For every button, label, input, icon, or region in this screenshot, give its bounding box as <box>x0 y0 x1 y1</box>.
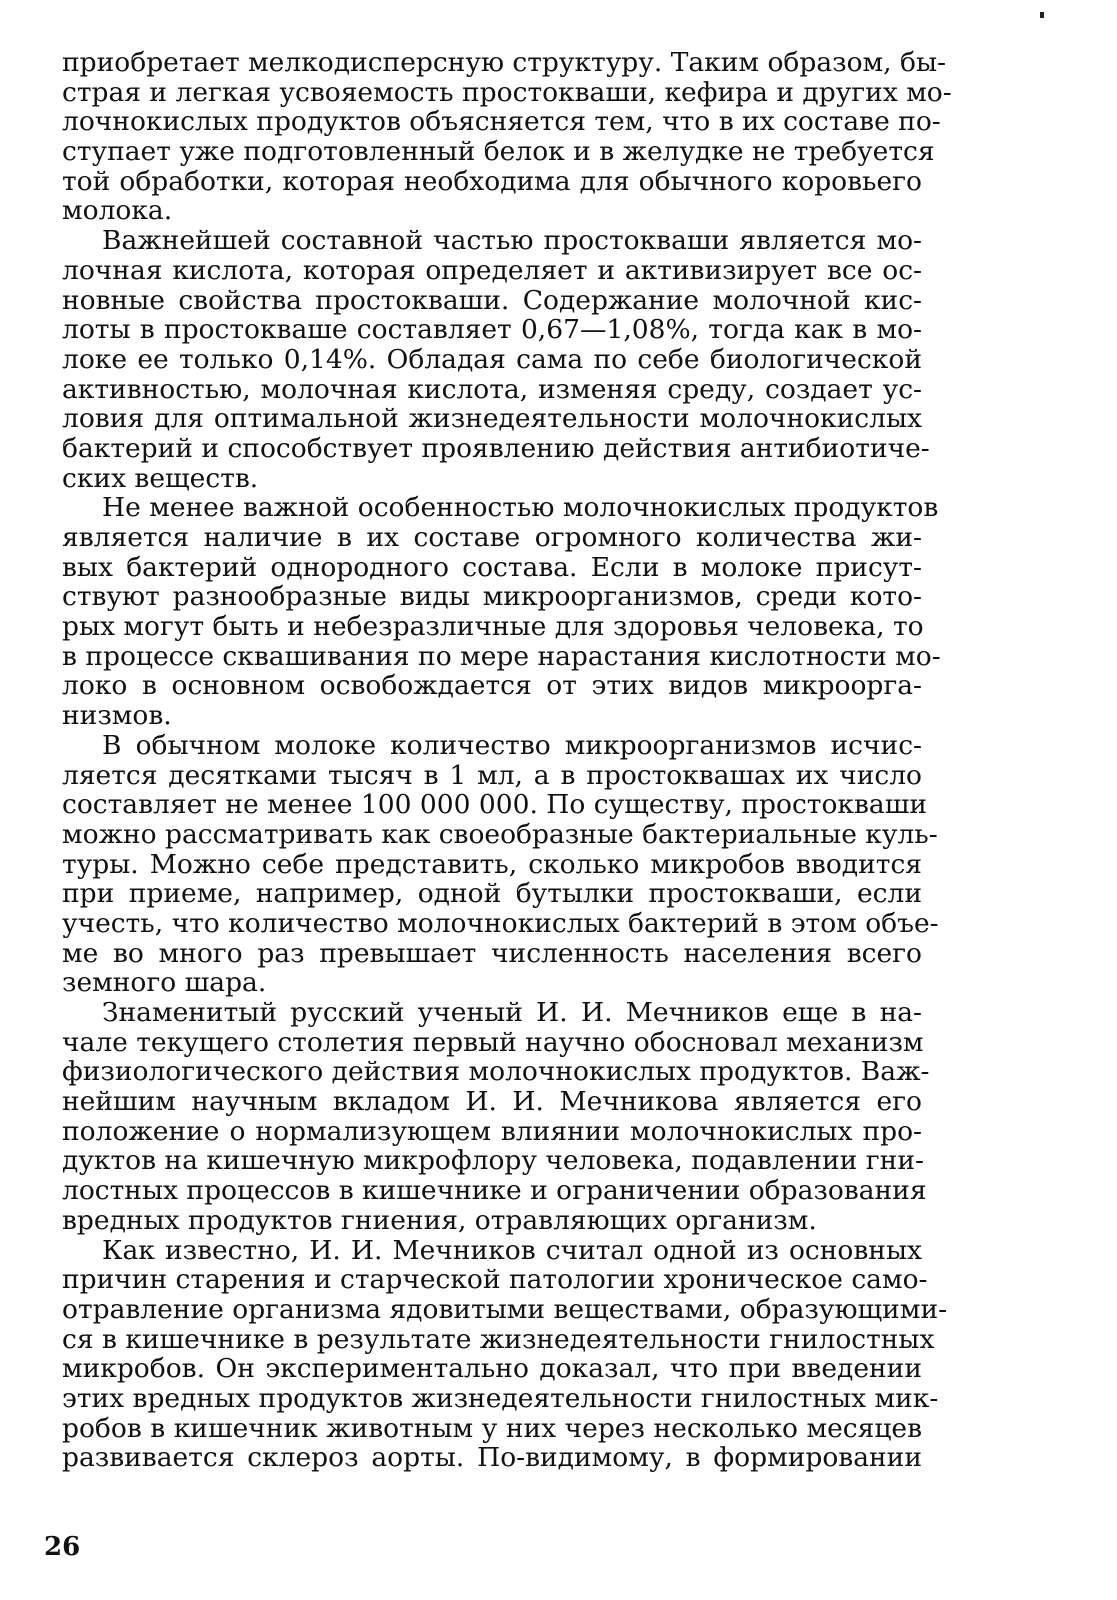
text-line: чале текущего столетия первый научно обосновал механизм <box>62 1026 924 1058</box>
text-line: этих вредных продуктов жизнедеятельности гнилостных мик- <box>62 1382 939 1414</box>
text-line: дуктов на кишечную микрофлору человека, подавлении гни- <box>62 1145 924 1177</box>
text-line: лоты в простокваше составляет 0,67—1,08%, тогда как в мо- <box>62 314 922 346</box>
paragraph <box>62 47 952 227</box>
text-line: положение о нормализующем влиянии молочнокислых про- <box>62 1115 922 1147</box>
paragraph <box>62 492 941 732</box>
text-line: ствуют разнообразные виды микроорганизмов, среди кото- <box>62 581 922 613</box>
text-line: ловия для оптимальной жизнедеятельности молочнокислых <box>62 403 922 435</box>
text-line: вредных продуктов гниения, отравляющих организм. <box>62 1204 817 1236</box>
text-line: той обработки, которая необходима для обычного коровьего <box>62 165 922 197</box>
text-line: ступает уже подготовленный белок и в желудке не требуется <box>62 136 935 168</box>
text-line: В обычном молоке количество микроорганизмов исчис- <box>102 729 922 761</box>
text-line: новные свойства простокваши. Содержание молочной кис- <box>62 284 922 316</box>
text-line: причин старения и старческой патологии хроническое само- <box>62 1264 928 1296</box>
text-line: Как известно, И. И. Мечников считал одной из основных <box>102 1234 922 1266</box>
text-line: молока. <box>62 195 173 227</box>
text-line: является наличие в их составе огромного количества жи- <box>62 522 922 553</box>
text-line: развивается склероз аорты. По-видимому, в формировании <box>62 1442 922 1474</box>
text-line: лочнокислых продуктов объясняется тем, что в их составе по- <box>62 106 941 138</box>
text-line: ся в кишечнике в результате жизнедеятельности гнилостных <box>62 1323 935 1355</box>
text-line: микробов. Он экспериментально доказал, что при введении <box>62 1353 922 1385</box>
text-line: рых могут быть и небезразличные для здоровья человека, то <box>62 611 924 643</box>
text-line: бактерий и способствует проявлению действия антибиотиче- <box>62 432 930 464</box>
text-line: активностью, молочная кислота, изменяя среду, создает ус- <box>62 373 922 405</box>
text-column <box>62 47 952 1474</box>
text-line: в процессе сквашивания по мере нарастания кислотности мо- <box>62 640 941 672</box>
text-line: нейшим научным вкладом И. И. Мечникова является его <box>62 1086 922 1118</box>
text-line: учесть, что количество молочнокислых бактерий в этом объе- <box>62 907 939 939</box>
text-line: туры. Можно себе представить, сколько микробов вводится <box>62 848 922 880</box>
page-number: 26 <box>44 1532 81 1562</box>
text-line: земного шара. <box>62 967 267 999</box>
text-line: Важнейшей составной частью простокваши является мо- <box>102 225 922 257</box>
text-line: низмов. <box>62 700 172 732</box>
paragraph <box>62 225 930 494</box>
text-line: локо в основном освобождается от этих видов микроорга- <box>62 670 922 702</box>
text-line: ляется десятками тысяч в 1 мл, а в простоквашах их число <box>62 759 922 791</box>
text-line: Не менее важной особенностью молочнокислых продуктов <box>102 492 939 524</box>
text-line: вых бактерий однородного состава. Если в молоке присут- <box>62 551 922 583</box>
text-line: страя и легкая усвояемость простокваши, кефира и других мо- <box>62 76 952 108</box>
text-line: отравление организма ядовитыми веществами, образующими- <box>62 1293 948 1325</box>
text-line: составляет не менее 100 000 000. По существу, простокваши <box>62 789 928 821</box>
text-line: ме во много раз превышает численность населения всего <box>62 937 922 969</box>
text-line: можно рассматривать как своеобразные бактериальные куль- <box>62 818 938 850</box>
text-line: ских веществ. <box>62 462 259 494</box>
paragraph <box>62 997 930 1236</box>
text-line: приобретает мелкодисперсную структуру. Таким образом, бы- <box>62 47 946 78</box>
text-line: робов в кишечник животным у них через несколько месяцев <box>62 1412 922 1444</box>
text-line: при приеме, например, одной бутылки простокваши, если <box>62 878 922 910</box>
text-line: лостных процессов в кишечнике и ограничении образования <box>62 1175 927 1207</box>
text-line: лочная кислота, которая определяет и активизирует все ос- <box>62 254 922 286</box>
text-line: Знаменитый русский ученый И. И. Мечников еще в на- <box>102 997 922 1028</box>
text-line: локе ее только 0,14%. Обладая сама по себе биологической <box>62 343 922 375</box>
scan-speck <box>1040 12 1044 18</box>
paragraph <box>62 729 939 999</box>
text-line: физиологического действия молочнокислых продуктов. Важ- <box>62 1056 930 1088</box>
paragraph <box>62 1234 948 1474</box>
